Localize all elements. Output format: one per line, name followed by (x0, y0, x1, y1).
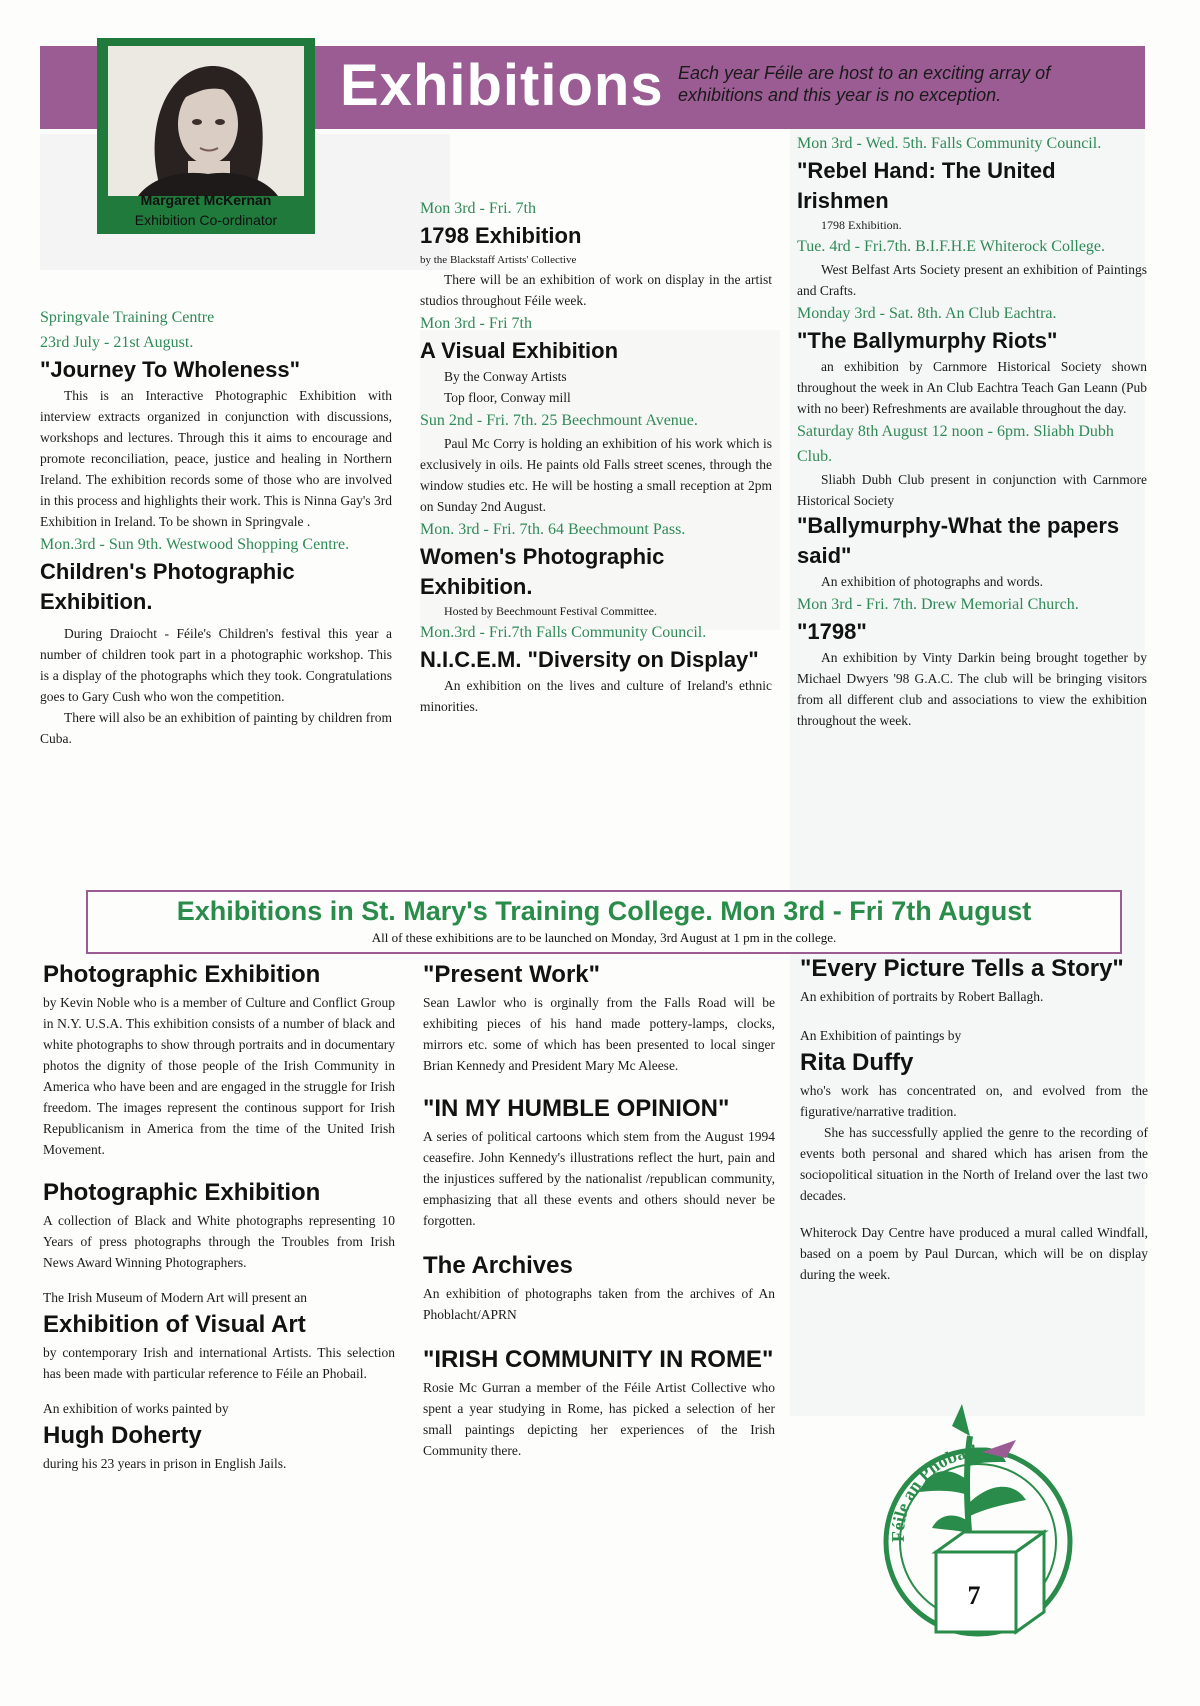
body-rebel-hand: 1798 Exhibition. (821, 218, 902, 232)
heading-every-picture-tells-a-story: "Every Picture Tells a Story" (800, 955, 1124, 982)
body-1798-drew: An exhibition by Vinty Darkin being brought together by Michael Dwyers '98 G.A.C. The club will be bringing visitors from all different club and associations to view the exhibition throughout the week. (797, 650, 1147, 728)
heading-womens-photographic: Women's Photographic Exhibition. (420, 544, 665, 599)
heading-1798-exhibition: 1798 Exhibition (420, 223, 582, 248)
by-conway: By the Conway Artists (444, 369, 567, 384)
header-tagline: Each year Féile are host to an exciting array of exhibitions and this year is no exception. (678, 63, 1051, 105)
intro-visual-art: The Irish Museum of Modern Art will present an (43, 1290, 307, 1305)
coordinator-name: Margaret McKernan (140, 192, 272, 208)
column-2 (420, 196, 772, 717)
body-visual-art: by contemporary Irish and international Artists. This selection has been made with particular reference to Féile an Phobail. (43, 1345, 395, 1381)
heading-photographic-exhibition-noble: Photographic Exhibition (43, 961, 321, 988)
dates-1798: Mon 3rd - Fri. 7th (420, 200, 536, 217)
body-childrens-2: There will also be an exhibition of painting by children from Cuba. (40, 710, 392, 746)
body-journey: This is an Interactive Photographic Exhibition with interview extracts organized in conjunction with discussions, workshops and lectures. Through this it aims to encourage and promote reconciliation, peace, justice and healing in Northern Ireland. The exhibition records some of those who are involved in this process and highlights their work. This is Ninna Gay's 3rd Exhibition in Ireland. To be shown in Springvale . (40, 388, 392, 529)
heading-ballymurphy-riots: "The Ballymurphy Riots" (797, 328, 1058, 353)
where-conway: Top floor, Conway mill (444, 390, 571, 405)
body-present-work: Sean Lawlor who is orginally from the Falls Road will be exhibiting pieces of his hand made pottery-lamps, clocks, mirrors etc. some of which has been presented to local singer Brian Kennedy and President Mary Mc Aleese. (423, 995, 775, 1073)
st-marys-banner (86, 890, 1122, 954)
logo-arc-text: Féile an Phobail (887, 1440, 978, 1543)
heading-1798-drew: "1798" (797, 619, 867, 644)
heading-ballymurphy-papers: "Ballymurphy-What the papers said" (797, 513, 1120, 568)
dates-rebel-hand: Mon 3rd - Wed. 5th. Falls Community Council. (797, 135, 1102, 152)
coordinator-portrait-image (108, 46, 304, 196)
intro-rita-duffy: An Exhibition of paintings by (800, 1028, 962, 1043)
heading-present-work: "Present Work" (423, 961, 601, 988)
dates-visual: Mon 3rd - Fri 7th (420, 315, 532, 332)
page-title: Exhibitions (340, 53, 664, 118)
page-number: 7 (967, 1581, 981, 1610)
coordinator-caption (97, 190, 315, 230)
coordinator-photo-frame (97, 38, 315, 234)
dates-west-belfast-arts: Tue. 4rd - Fri.7th. B.I.F.H.E Whiterock College. (797, 238, 1106, 255)
heading-visual-exhibition: A Visual Exhibition (420, 338, 619, 363)
body-childrens-1: During Draiocht - Féile's Children's festival this year a number of children took part in a photographic workshop. This is a display of the photographs which they took. Congratulations goes to Gary Cush who won the competition. (40, 626, 392, 704)
banner-title: Exhibitions in St. Mary's Training College. Mon 3rd - Fri 7th August (176, 896, 1032, 926)
body-ballymurphy-papers: An exhibition of photographs and words. (821, 574, 1043, 589)
dates-womens: Mon. 3rd - Fri. 7th. 64 Beechmount Pass. (420, 521, 686, 538)
body-1798: There will be an exhibition of work on display in the artist studios throughout Féile week. (420, 272, 772, 308)
dates-journey: 23rd July - 21st August. (40, 334, 194, 351)
body-sliabh-dubh: Sliabh Dubh Club present in conjunction with Carnmore Historical Society (797, 472, 1147, 508)
coordinator-role: Exhibition Co-ordinator (134, 212, 278, 228)
body-ballymurphy-riots: an exhibition by Carnmore Historical Society shown throughout the week in An Club Eachtra Teach Gan Leann (Pub with no beer) Refreshments are available throughout the day. (797, 359, 1147, 416)
body-photographic-press: A collection of Black and White photographs representing 10 Years of press photographs through the Troubles from Irish News Award Winning Photographers. (43, 1213, 395, 1270)
dates-1798-drew: Mon 3rd - Fri. 7th. Drew Memorial Church. (797, 596, 1079, 613)
intro-hugh-doherty: An exhibition of works painted by (43, 1401, 229, 1416)
body-the-archives: An exhibition of photographs taken from the archives of An Phoblacht/APRN (423, 1286, 775, 1322)
body-hugh-doherty: during his 23 years in prison in English Jails. (43, 1456, 287, 1471)
dates-childrens: Mon.3rd - Sun 9th. Westwood Shopping Centre. (40, 536, 350, 553)
body-mccorry: Paul Mc Corry is holding an exhibition of his work which is exclusively in oils. He paints old Falls street scenes, through the window studies etc. He will be hosting a small reception at 2pm on Sunday 2nd August. (420, 436, 772, 514)
heading-rebel-hand: "Rebel Hand: The United Irishmen (797, 158, 1056, 213)
heading-the-archives: The Archives (423, 1252, 573, 1279)
by-blackstaff: by the Blackstaff Artists' Collective (420, 254, 577, 266)
column-1 (40, 305, 392, 749)
body-rita-duffy-2: She has successfully applied the genre to the recording of events both personal and shared which has arisen from the sociopolitical situation in the North of Ireland over the last two decades. (800, 1125, 1148, 1203)
banner-subtitle: All of these exhibitions are to be launched on Monday, 3rd August at 1 pm in the college. (371, 930, 837, 945)
heading-childrens-photographic: Children's Photographic Exhibition. (40, 559, 295, 614)
heading-rita-duffy: Rita Duffy (800, 1049, 914, 1076)
dates-sliabh-dubh: Saturday 8th August 12 noon - 6pm. Sliabh Dubh Club. (797, 423, 1114, 465)
heading-irish-community-in-rome: "IRISH COMMUNITY IN ROME" (423, 1346, 774, 1373)
bottom-column-2 (423, 958, 775, 1461)
bottom-column-1 (43, 958, 395, 1474)
body-in-my-humble-opinion: A series of political cartoons which stem from the August 1994 ceasefire. John Kennedy's illustrations reflect the hurt, pain and the injustices suffered by the nationalist /republican community, emphasizing that all these events and others should never be forgotten. (423, 1129, 775, 1228)
heading-journey-to-wholeness: "Journey To Wholeness" (40, 357, 301, 382)
venue-springvale: Springvale Training Centre (40, 309, 215, 326)
bottom-column-3 (800, 952, 1148, 1285)
dates-nicem: Mon.3rd - Fri.7th Falls Community Council. (420, 624, 707, 641)
dates-ballymurphy-riots: Monday 3rd - Sat. 8th. An Club Eachtra. (797, 305, 1057, 322)
body-whiterock-mural: Whiterock Day Centre have produced a mural called Windfall, based on a poem by Paul Durcan, which will be on display during the week. (800, 1225, 1148, 1282)
body-nicem: An exhibition on the lives and culture of Ireland's ethnic minorities. (420, 678, 772, 714)
heading-in-my-humble-opinion: "IN MY HUMBLE OPINION" (423, 1095, 730, 1122)
heading-exhibition-visual-art: Exhibition of Visual Art (43, 1311, 306, 1338)
body-every-picture: An exhibition of portraits by Robert Ballagh. (800, 989, 1044, 1004)
feile-an-phobail-logo (866, 1392, 1088, 1648)
heading-nicem: N.I.C.E.M. "Diversity on Display" (420, 647, 759, 672)
body-photographic-noble: by Kevin Noble who is a member of Culture and Conflict Group in N.Y. U.S.A. This exhibition consists of a number of black and white photographs to show through portraits and in documentary photos the dignity of those people of the Irish Community in America who have been and are engaged in the struggle for Irish freedom. The images represent the continous support for Irish Republicanism in America from the time of the United Irish Movement. (43, 995, 395, 1157)
column-3 (797, 131, 1147, 731)
heading-photographic-exhibition-press: Photographic Exhibition (43, 1179, 321, 1206)
body-west-belfast-arts: West Belfast Arts Society present an exhibition of Paintings and Crafts. (797, 262, 1147, 298)
dates-mccorry: Sun 2nd - Fri. 7th. 25 Beechmount Avenue. (420, 412, 698, 429)
heading-hugh-doherty: Hugh Doherty (43, 1422, 202, 1449)
body-rita-duffy-1: who's work has concentrated on, and evolved from the figurative/narrative tradition. (800, 1083, 1148, 1119)
body-irish-community-in-rome: Rosie Mc Gurran a member of the Féile Artist Collective who spent a year studying in Rome, has picked a selection of her small paintings depicting her experiences of the Irish Community there. (423, 1380, 775, 1458)
body-womens: Hosted by Beechmount Festival Committee. (444, 604, 657, 618)
